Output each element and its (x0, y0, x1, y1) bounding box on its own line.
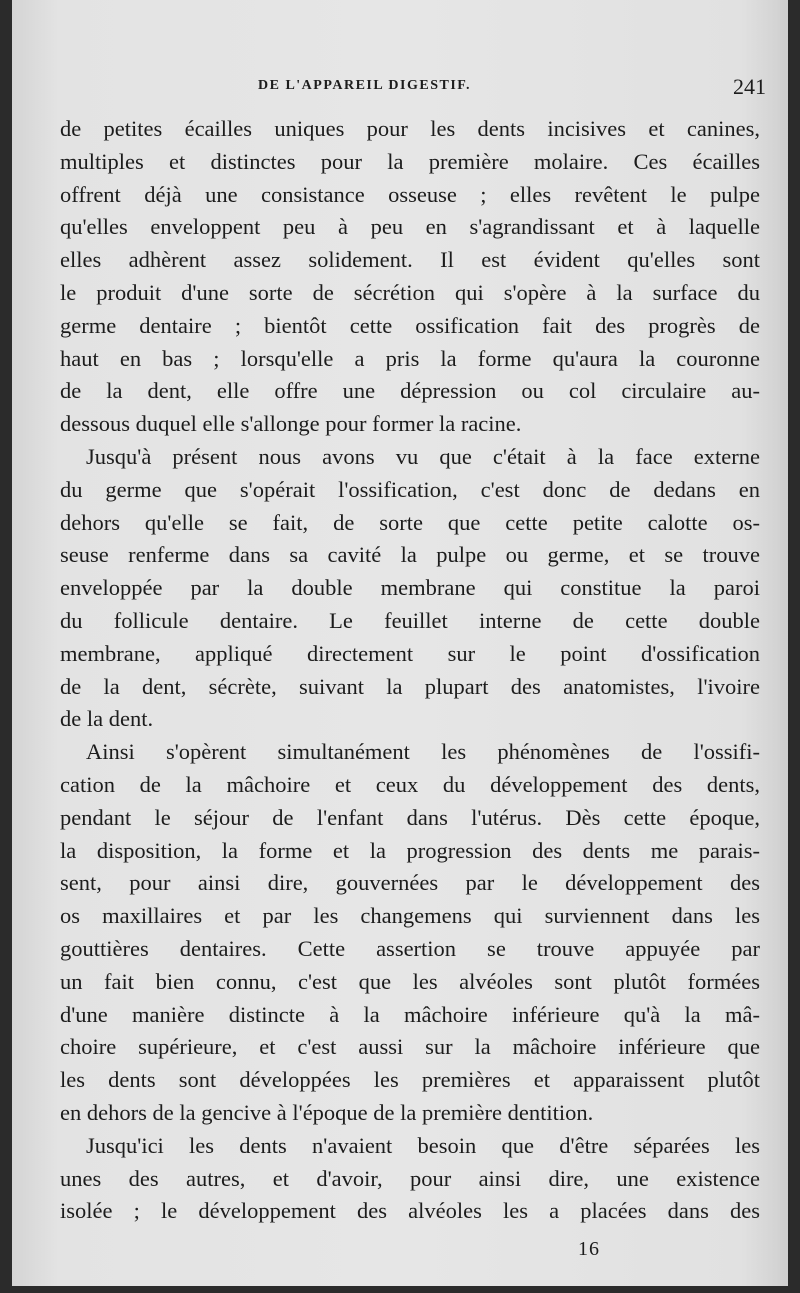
book-page (12, 0, 788, 1286)
text-line: d'une manière distincte à la mâchoire inférieure qu'à la mâ- (60, 1001, 760, 1027)
text-line: un fait bien connu, c'est que les alvéoles sont plutôt formées (60, 968, 760, 994)
text-line: elles adhèrent assez solidement. Il est évident qu'elles sont (60, 247, 760, 273)
signature-mark: 16 (578, 1238, 600, 1260)
text-line: en dehors de la gencive à l'époque de la première dentition. (60, 1099, 594, 1125)
text-line: cation de la mâchoire et ceux du développement des dents, (60, 771, 760, 797)
text-line: isolée ; le développement des alvéoles les a placées dans des (60, 1198, 760, 1224)
text-line: sent, pour ainsi dire, gouvernées par le développement des (60, 870, 760, 896)
text-line: de petites écailles uniques pour les dents incisives et canines, (60, 116, 760, 141)
text-line: dehors qu'elle se fait, de sorte que cette petite calotte os- (60, 509, 760, 535)
page-number: 241 (733, 74, 766, 99)
text-line: os maxillaires et par les changemens qui surviennent dans les (60, 903, 760, 929)
text-line: offrent déjà une consistance osseuse ; elles revêtent le pulpe (60, 181, 760, 207)
paragraph-start-line: Jusqu'ici les dents n'avaient besoin que d'être séparées les (86, 1132, 760, 1158)
text-line: haut en bas ; lorsqu'elle a pris la forme qu'aura la couronne (60, 345, 760, 371)
text-line: le produit d'une sorte de sécrétion qui s'opère à la surface du (60, 279, 760, 305)
text-line: multiples et distinctes pour la première molaire. Ces écailles (60, 148, 760, 174)
text-line: enveloppée par la double membrane qui constitue la paroi (60, 575, 760, 601)
text-line: de la dent, elle offre une dépression ou col circulaire au- (60, 378, 760, 404)
text-line: unes des autres, et d'avoir, pour ainsi dire, une existence (60, 1165, 760, 1191)
text-line: membrane, appliqué directement sur le point d'ossification (60, 640, 760, 666)
text-line: seuse renferme dans sa cavité la pulpe ou germe, et se trouve (60, 542, 760, 568)
running-title: DE L'APPAREIL DIGESTIF. (258, 78, 472, 93)
text-line: du follicule dentaire. Le feuillet interne de cette double (60, 607, 760, 633)
text-line: la disposition, la forme et la progression des dents me parais- (60, 837, 760, 863)
text-line: les dents sont développées les premières et apparaissent plutôt (60, 1067, 760, 1093)
text-line: de la dent. (60, 706, 154, 732)
text-line: pendant le séjour de l'enfant dans l'utérus. Dès cette époque, (60, 804, 760, 830)
paragraph-start-line: Ainsi s'opèrent simultanément les phénomènes de l'ossifi- (86, 739, 760, 765)
page-header (12, 74, 788, 102)
text-line: qu'elles enveloppent peu à peu en s'agrandissant et à laquelle (60, 214, 760, 240)
text-line: de la dent, sécrète, suivant la plupart des anatomistes, l'ivoire (60, 673, 760, 699)
text-line: du germe que s'opérait l'ossification, c'est donc de dedans en (60, 476, 760, 502)
paragraph-start-line: Jusqu'à présent nous avons vu que c'était à la face externe (86, 443, 760, 469)
body-text (60, 113, 760, 1228)
text-line: choire supérieure, et c'est aussi sur la mâchoire inférieure que (60, 1034, 760, 1060)
text-line: gouttières dentaires. Cette assertion se trouve appuyée par (60, 935, 760, 961)
text-line: germe dentaire ; bientôt cette ossification fait des progrès de (60, 312, 760, 338)
text-line: dessous duquel elle s'allonge pour former la racine. (60, 411, 522, 437)
